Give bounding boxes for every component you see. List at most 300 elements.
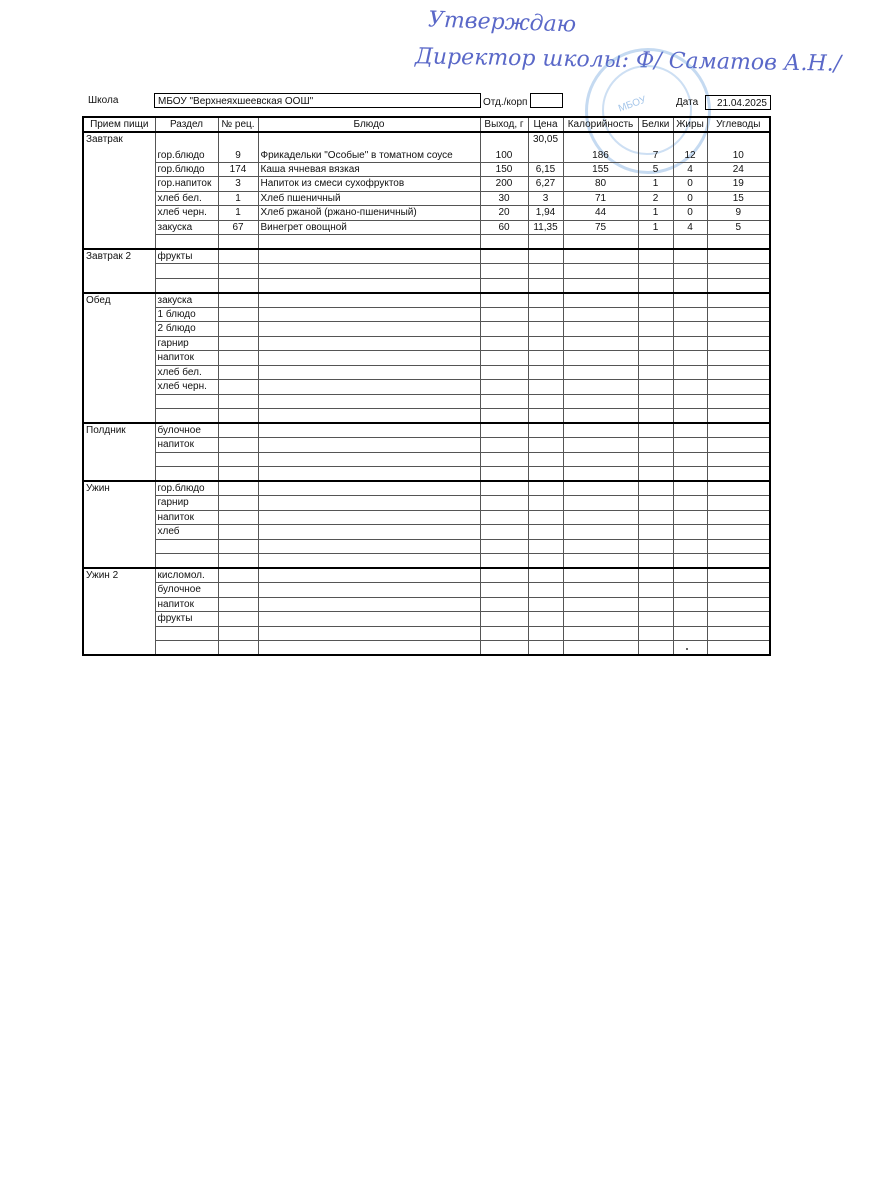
row-dish — [258, 641, 480, 656]
row-calories — [563, 322, 638, 337]
row-calories — [563, 496, 638, 511]
row-section — [155, 235, 218, 250]
row-recipe: 9 — [218, 132, 258, 162]
row-fat: 12 — [673, 132, 707, 162]
row-protein — [638, 336, 673, 351]
row-dish — [258, 336, 480, 351]
row-calories — [563, 438, 638, 453]
row-calories — [563, 467, 638, 482]
row-protein — [638, 264, 673, 279]
row-protein — [638, 481, 673, 496]
row-price — [528, 438, 563, 453]
table-row — [83, 452, 770, 467]
row-calories — [563, 481, 638, 496]
row-calories — [563, 394, 638, 409]
row-dish — [258, 525, 480, 540]
row-fat — [673, 481, 707, 496]
meal-cell — [83, 452, 155, 467]
row-protein — [638, 467, 673, 482]
table-row — [83, 191, 770, 206]
table-row — [83, 626, 770, 641]
meal-cell: Ужин — [83, 481, 155, 496]
meal-cell — [83, 554, 155, 569]
row-output — [480, 365, 528, 380]
row-carbs — [707, 336, 770, 351]
row-calories — [563, 510, 638, 525]
row-carbs — [707, 438, 770, 453]
row-dish — [258, 583, 480, 598]
dept-field[interactable] — [530, 93, 563, 108]
col-header-protein: Белки — [638, 117, 673, 132]
school-field[interactable]: МБОУ "Верхнеяхшеевская ООШ" — [154, 93, 481, 108]
row-carbs — [707, 626, 770, 641]
row-calories — [563, 452, 638, 467]
row-price — [528, 554, 563, 569]
table-row — [83, 394, 770, 409]
row-dish — [258, 452, 480, 467]
row-recipe — [218, 481, 258, 496]
row-output — [480, 249, 528, 264]
meal-cell — [83, 264, 155, 279]
row-fat — [673, 612, 707, 627]
row-recipe — [218, 423, 258, 438]
row-fat — [673, 597, 707, 612]
table-row — [83, 510, 770, 525]
table-row — [83, 467, 770, 482]
row-calories — [563, 539, 638, 554]
row-calories — [563, 423, 638, 438]
row-output: 60 — [480, 220, 528, 235]
row-recipe — [218, 249, 258, 264]
row-carbs — [707, 597, 770, 612]
table-row — [83, 380, 770, 395]
row-protein — [638, 641, 673, 656]
row-recipe: 67 — [218, 220, 258, 235]
row-output — [480, 307, 528, 322]
row-calories — [563, 307, 638, 322]
row-fat — [673, 336, 707, 351]
row-fat — [673, 394, 707, 409]
row-calories: 44 — [563, 206, 638, 221]
meal-cell — [83, 496, 155, 511]
row-dish — [258, 554, 480, 569]
meal-cell — [83, 365, 155, 380]
table-row — [83, 322, 770, 337]
row-recipe — [218, 394, 258, 409]
row-dish — [258, 278, 480, 293]
row-recipe — [218, 409, 258, 424]
row-recipe — [218, 583, 258, 598]
row-fat — [673, 380, 707, 395]
row-output — [480, 612, 528, 627]
row-output — [480, 394, 528, 409]
table-row — [83, 162, 770, 177]
row-calories — [563, 525, 638, 540]
row-fat — [673, 539, 707, 554]
row-calories — [563, 293, 638, 308]
date-field[interactable]: 21.04.2025 — [705, 95, 771, 110]
table-row — [83, 583, 770, 598]
row-dish — [258, 568, 480, 583]
director-signature-line: Директор школы: Ф/ Саматов А.Н./ — [414, 44, 842, 77]
table-row — [83, 641, 770, 656]
table-row — [83, 220, 770, 235]
row-fat: 0 — [673, 191, 707, 206]
row-section: фрукты — [155, 249, 218, 264]
row-output — [480, 583, 528, 598]
row-section: хлеб бел. — [155, 191, 218, 206]
row-output — [480, 264, 528, 279]
table-header-row — [83, 117, 770, 132]
row-output: 20 — [480, 206, 528, 221]
row-fat — [673, 438, 707, 453]
row-section — [155, 539, 218, 554]
row-dish — [258, 351, 480, 366]
row-price — [528, 351, 563, 366]
row-price — [528, 249, 563, 264]
meal-cell — [83, 539, 155, 554]
row-section — [155, 452, 218, 467]
table-row — [83, 307, 770, 322]
row-recipe — [218, 365, 258, 380]
row-protein: 7 — [638, 132, 673, 162]
row-dish — [258, 307, 480, 322]
row-dish — [258, 249, 480, 264]
meal-cell — [83, 525, 155, 540]
row-recipe — [218, 626, 258, 641]
col-header-section: Раздел — [155, 117, 218, 132]
row-output — [480, 496, 528, 511]
row-recipe: 3 — [218, 177, 258, 192]
meal-cell — [83, 380, 155, 395]
row-output — [480, 525, 528, 540]
row-output — [480, 568, 528, 583]
row-section: напиток — [155, 510, 218, 525]
row-fat — [673, 409, 707, 424]
row-carbs — [707, 365, 770, 380]
row-section: хлеб черн. — [155, 380, 218, 395]
table-row — [83, 365, 770, 380]
row-price — [528, 626, 563, 641]
row-carbs — [707, 409, 770, 424]
row-output — [480, 452, 528, 467]
row-dish — [258, 612, 480, 627]
approval-handwriting: Утверждаю — [427, 7, 577, 38]
row-price — [528, 264, 563, 279]
meal-cell — [83, 322, 155, 337]
table-row — [83, 206, 770, 221]
row-fat — [673, 496, 707, 511]
row-carbs — [707, 641, 770, 656]
row-price — [528, 278, 563, 293]
row-section: кисломол. — [155, 568, 218, 583]
row-protein — [638, 568, 673, 583]
table-row — [83, 336, 770, 351]
row-price — [528, 612, 563, 627]
row-output — [480, 641, 528, 656]
row-section: гор.блюдо — [155, 132, 218, 162]
row-carbs: 9 — [707, 206, 770, 221]
col-header-dish: Блюдо — [258, 117, 480, 132]
row-price — [528, 583, 563, 598]
row-output — [480, 380, 528, 395]
row-protein — [638, 510, 673, 525]
meal-cell: Обед — [83, 293, 155, 308]
row-dish: Винегрет овощной — [258, 220, 480, 235]
row-output — [480, 423, 528, 438]
row-fat — [673, 510, 707, 525]
row-calories — [563, 336, 638, 351]
dept-label: Отд./корп — [483, 97, 528, 108]
row-section: булочное — [155, 423, 218, 438]
row-section: гор.напиток — [155, 177, 218, 192]
row-output: 30 — [480, 191, 528, 206]
row-carbs — [707, 481, 770, 496]
table-row — [83, 132, 770, 162]
meal-cell — [83, 220, 155, 235]
row-price — [528, 539, 563, 554]
row-carbs — [707, 380, 770, 395]
row-protein: 1 — [638, 206, 673, 221]
row-protein — [638, 351, 673, 366]
row-recipe — [218, 467, 258, 482]
row-output — [480, 467, 528, 482]
row-price — [528, 467, 563, 482]
row-carbs — [707, 568, 770, 583]
row-recipe — [218, 597, 258, 612]
row-dish: Хлеб ржаной (ржано-пшеничный) — [258, 206, 480, 221]
row-price: 11,35 — [528, 220, 563, 235]
row-section: напиток — [155, 597, 218, 612]
row-price — [528, 452, 563, 467]
row-price — [528, 293, 563, 308]
row-output: 150 — [480, 162, 528, 177]
row-output — [480, 235, 528, 250]
meal-cell — [83, 307, 155, 322]
row-recipe — [218, 496, 258, 511]
row-recipe — [218, 293, 258, 308]
row-protein: 5 — [638, 162, 673, 177]
table-row — [83, 612, 770, 627]
row-protein — [638, 583, 673, 598]
row-carbs — [707, 452, 770, 467]
row-calories — [563, 554, 638, 569]
row-dish — [258, 365, 480, 380]
row-recipe — [218, 235, 258, 250]
row-fat — [673, 293, 707, 308]
row-protein — [638, 438, 673, 453]
row-dish — [258, 235, 480, 250]
row-price — [528, 496, 563, 511]
row-carbs — [707, 554, 770, 569]
meal-cell: Ужин 2 — [83, 568, 155, 583]
row-dish — [258, 293, 480, 308]
row-protein — [638, 409, 673, 424]
col-header-meal: Прием пищи — [83, 117, 155, 132]
school-label: Школа — [88, 95, 119, 106]
row-recipe — [218, 351, 258, 366]
meal-cell — [83, 394, 155, 409]
row-price — [528, 380, 563, 395]
row-carbs — [707, 322, 770, 337]
row-recipe — [218, 510, 258, 525]
table-row — [83, 264, 770, 279]
meal-cell — [83, 177, 155, 192]
meal-cell — [83, 510, 155, 525]
row-price — [528, 409, 563, 424]
row-carbs — [707, 525, 770, 540]
row-price: 6,15 — [528, 162, 563, 177]
row-section: гарнир — [155, 336, 218, 351]
row-price — [528, 235, 563, 250]
row-fat — [673, 235, 707, 250]
row-section: 2 блюдо — [155, 322, 218, 337]
row-fat — [673, 322, 707, 337]
row-output — [480, 336, 528, 351]
row-fat — [673, 626, 707, 641]
row-fat — [673, 641, 707, 656]
row-price — [528, 336, 563, 351]
row-dish: Каша ячневая вязкая — [258, 162, 480, 177]
row-section: гор.блюдо — [155, 481, 218, 496]
row-dish: Хлеб пшеничный — [258, 191, 480, 206]
row-protein — [638, 394, 673, 409]
row-output — [480, 554, 528, 569]
row-calories: 155 — [563, 162, 638, 177]
row-calories — [563, 612, 638, 627]
row-protein — [638, 423, 673, 438]
row-price — [528, 641, 563, 656]
row-price: 1,94 — [528, 206, 563, 221]
table-row — [83, 481, 770, 496]
row-carbs — [707, 394, 770, 409]
row-fat — [673, 264, 707, 279]
row-section: закуска — [155, 293, 218, 308]
row-dish — [258, 394, 480, 409]
row-protein — [638, 365, 673, 380]
meal-cell — [83, 351, 155, 366]
row-dish — [258, 322, 480, 337]
row-fat — [673, 452, 707, 467]
row-fat: 0 — [673, 177, 707, 192]
row-fat — [673, 568, 707, 583]
table-row — [83, 235, 770, 250]
row-protein — [638, 293, 673, 308]
row-output — [480, 293, 528, 308]
row-recipe — [218, 264, 258, 279]
row-carbs: 19 — [707, 177, 770, 192]
row-dish — [258, 423, 480, 438]
row-recipe — [218, 322, 258, 337]
row-protein — [638, 539, 673, 554]
row-protein — [638, 597, 673, 612]
row-carbs — [707, 612, 770, 627]
row-calories — [563, 235, 638, 250]
row-section: закуска — [155, 220, 218, 235]
row-recipe — [218, 438, 258, 453]
row-calories: 186 — [563, 132, 638, 162]
table-row — [83, 539, 770, 554]
stray-mark — [686, 648, 688, 650]
row-carbs: 5 — [707, 220, 770, 235]
row-recipe — [218, 539, 258, 554]
row-dish — [258, 409, 480, 424]
row-section: хлеб бел. — [155, 365, 218, 380]
row-recipe — [218, 307, 258, 322]
meal-cell — [83, 191, 155, 206]
row-dish: Напиток из смеси сухофруктов — [258, 177, 480, 192]
row-dish: Фрикадельки "Особые" в томатном соусе — [258, 132, 480, 162]
meal-cell — [83, 583, 155, 598]
row-output — [480, 597, 528, 612]
col-header-output: Выход, г — [480, 117, 528, 132]
row-carbs — [707, 583, 770, 598]
row-fat — [673, 278, 707, 293]
row-calories: 75 — [563, 220, 638, 235]
row-recipe — [218, 612, 258, 627]
row-protein — [638, 612, 673, 627]
row-fat — [673, 249, 707, 264]
row-carbs — [707, 293, 770, 308]
row-dish — [258, 438, 480, 453]
row-dish — [258, 380, 480, 395]
table-row — [83, 568, 770, 583]
row-section — [155, 641, 218, 656]
row-price: 30,05 — [528, 132, 563, 162]
row-fat: 4 — [673, 220, 707, 235]
row-carbs — [707, 467, 770, 482]
row-price — [528, 568, 563, 583]
row-carbs — [707, 235, 770, 250]
col-header-fat: Жиры — [673, 117, 707, 132]
row-section — [155, 264, 218, 279]
row-output: 100 — [480, 132, 528, 162]
col-header-recipe: № рец. — [218, 117, 258, 132]
row-dish — [258, 264, 480, 279]
row-fat — [673, 554, 707, 569]
row-price — [528, 597, 563, 612]
meal-cell — [83, 612, 155, 627]
row-carbs: 24 — [707, 162, 770, 177]
row-carbs — [707, 423, 770, 438]
table-row — [83, 249, 770, 264]
row-calories — [563, 380, 638, 395]
row-section: гор.блюдо — [155, 162, 218, 177]
row-output — [480, 322, 528, 337]
row-fat — [673, 307, 707, 322]
row-section: фрукты — [155, 612, 218, 627]
row-section: гарнир — [155, 496, 218, 511]
row-section: хлеб черн. — [155, 206, 218, 221]
row-section — [155, 278, 218, 293]
row-protein — [638, 554, 673, 569]
meal-cell — [83, 336, 155, 351]
menu-table — [82, 116, 771, 656]
meal-cell — [83, 162, 155, 177]
row-recipe — [218, 554, 258, 569]
row-section — [155, 467, 218, 482]
date-label: Дата — [676, 97, 699, 108]
row-price — [528, 525, 563, 540]
row-section — [155, 554, 218, 569]
row-protein — [638, 249, 673, 264]
row-calories: 80 — [563, 177, 638, 192]
table-row — [83, 278, 770, 293]
col-header-price: Цена — [528, 117, 563, 132]
row-calories: 71 — [563, 191, 638, 206]
row-calories — [563, 278, 638, 293]
row-price — [528, 481, 563, 496]
